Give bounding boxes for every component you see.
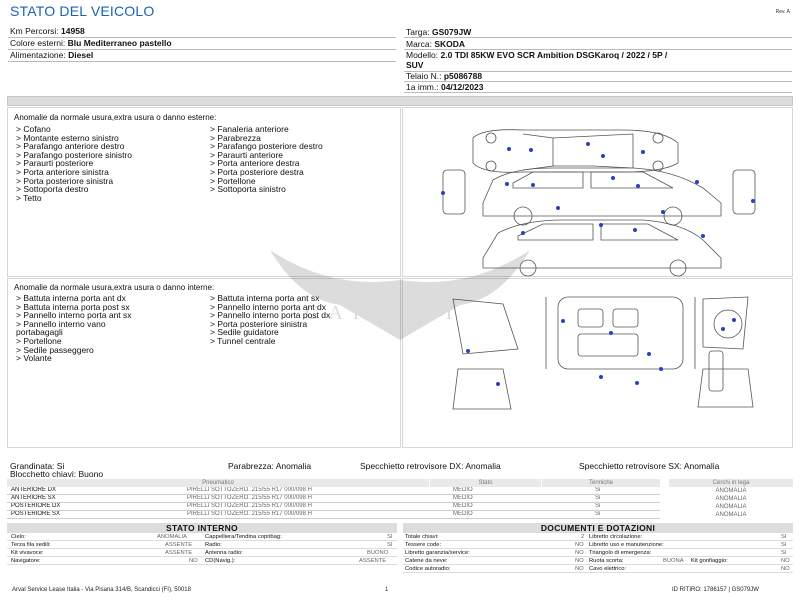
internal-state-section (7, 523, 397, 565)
rims-header: Cerchi in lega (669, 479, 793, 487)
table-row: ANTERIORE SX PIRELLI SOTTOZERO. 215/55 R17 000/098 H MEDIO Si (7, 495, 660, 503)
list-item: Navigatore: NO CD(Navig.): ASSENTE (7, 557, 397, 565)
list-item: Totale chiavi: 2 Libretto circolazione: SI (403, 533, 793, 541)
external-list-col1: > Cofano > Montante esterno sinistro > Parafango anteriore destro > Parafango posteriore sinistro > Paraurti posteriore > Porta anteriore sinistra > Porta posteriore sinistra > Sottoporta destro > Tetto (16, 124, 132, 203)
hail-status: Grandinata: Si (10, 461, 65, 471)
internal-list-col2: > Battuta interna porta ant sx > Pannello interno porta ant dx > Pannello interno porta post dx > Porta posteriore sinistra > Sedile guidatore > Tunnel centrale (210, 293, 331, 346)
pickup-id: ID RITIRO: 1786157 | GS079JW (672, 587, 759, 593)
tyres-table (7, 479, 793, 519)
internal-state-title: STATO INTERNO (7, 523, 397, 533)
registration-row: 1a imm.: 04/12/2023 (406, 82, 484, 92)
fuel-row: Alimentazione: Diesel (10, 50, 94, 60)
car-side-view (443, 168, 755, 225)
page-title: STATO DEL VEICOLO (10, 3, 155, 19)
table-row: POSTERIORE SX PIRELLI SOTTOZERO. 215/55 R17 000/098 H MEDIO Si (7, 511, 660, 519)
plate-row: Targa: GS079JW (406, 27, 472, 37)
external-list-col2: > Fanaleria anteriore > Parabrezza > Parafango posteriore destro > Paraurti anteriore > Porta anteriore destra > Porta posteriore destra > Portellone > Sottoporta sinistro (210, 124, 323, 195)
chassis-row: Telaio N.: p5086788 (406, 71, 483, 81)
damage-dots (441, 142, 755, 238)
model-row: Modello: 2.0 TDI 85KW EVO SCR Ambition DSGKaroq / 2022 / 5P / (406, 50, 668, 60)
model-row-2: SUV (406, 60, 424, 70)
internal-title: Anomalie da normale usura,extra usura o danno interne: (14, 283, 215, 292)
mirror-sx-status: Specchietto retrovisore SX: Anomalia (579, 461, 720, 471)
car-top-view (473, 130, 678, 173)
list-item: Codice autoradio: NO Cavo elettrico: NO (403, 565, 793, 573)
windshield-status: Parabrezza: Anomalia (228, 461, 312, 471)
km-row: Km Percorsi: 14958 (10, 26, 85, 36)
tech-header: Tenniche (542, 479, 660, 487)
watermark (250, 230, 550, 340)
interior-top-view (546, 297, 695, 369)
watermark-text: CARSBAT (305, 302, 466, 324)
documents-section (403, 523, 793, 573)
list-item: Kit vivavoce: ASSENTE Antenna radio: BUONO (7, 549, 397, 557)
rims-column: ANOMALIA ANOMALIA ANOMALIA ANOMALIA (715, 488, 747, 518)
door-panel-right (698, 297, 753, 407)
external-title: Anomalie da normale usura,extra usura o danno esterne: (14, 113, 217, 122)
status-header: Stato (430, 479, 541, 487)
tyre-header: Pneumatico (7, 479, 429, 487)
steering-wheel (709, 310, 742, 391)
section-band (7, 96, 793, 106)
documents-title: DOCUMENTI E DOTAZIONI (403, 523, 793, 533)
key-block-status: Blocchetto chiavi: Buono (10, 469, 104, 479)
vehicle-header (0, 0, 800, 100)
brand-row: Marca: SKODA (406, 39, 466, 49)
list-item: Libretto garanzia/service: NO Triangolo di emergenza: SI (403, 549, 793, 557)
color-row: Colore esterni: Blu Mediterraneo pastello (10, 38, 172, 48)
list-item: Catene da neve: NO Ruota scorta: BUONA Kit gonfiaggio: NO (403, 557, 793, 565)
internal-list-col1: > Battuta interna porta ant dx > Battuta interna porta post sx > Pannello interno porta ant sx > Pannello interno vano portabagagli > Portellone > Sedile passeggero > Volante (16, 293, 132, 364)
list-item: Terza fila sedili: ASSENTE Radio: SI (7, 541, 397, 549)
footer-address: Arval Service Lease Italia - Via Pisana 314/B, Scandicci (FI), 50018 (12, 587, 191, 593)
table-row: ANTERIORE DX PIRELLI SOTTOZERO. 215/55 R17 000/098 H MEDIO Si (7, 487, 660, 495)
page-number: 1 (385, 587, 389, 593)
mirror-dx-status: Specchietto retrovisore DX: Anomalia (360, 461, 501, 471)
revision-label: Rev. A (775, 9, 790, 15)
table-row: POSTERIORE DX PIRELLI SOTTOZERO. 215/55 R17 000/098 H MEDIO Si (7, 503, 660, 511)
list-item: Tessere code: NO Libretto uso e manutenzione: SI (403, 541, 793, 549)
list-item: Cielo: ANOMALIA Cappelliera/Tendina copribag: SI (7, 533, 397, 541)
